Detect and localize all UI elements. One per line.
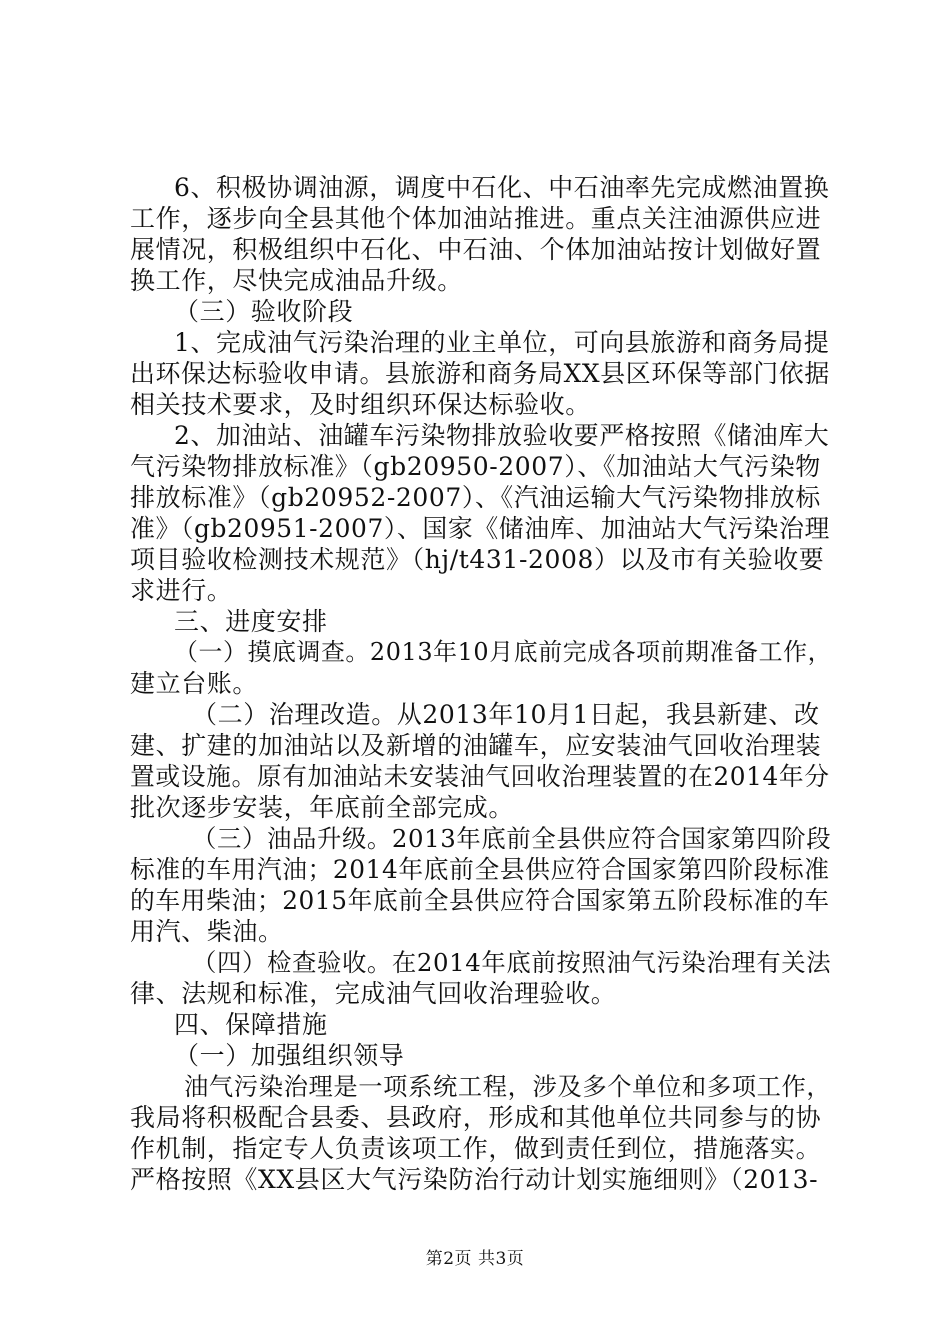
paragraph-line: 2、加油站、油罐车污染物排放验收要严格按照《储油库大 <box>174 421 830 450</box>
paragraph-line: （四）检查验收。在2014年底前按照油气污染治理有关法 <box>192 948 832 977</box>
paragraph-line: 排放标准》（gb20952-2007）、《汽油运输大气污染物排放标 <box>130 483 821 512</box>
section-heading: 四、保障措施 <box>174 1010 328 1039</box>
paragraph-line: 气污染物排放标准》（gb20950-2007）、《加油站大气污染物 <box>130 452 821 481</box>
paragraph-line: 1、完成油气污染治理的业主单位，可向县旅游和商务局提 <box>174 328 830 357</box>
paragraph-line: 用汽、柴油。 <box>130 917 284 946</box>
paragraph-line: 项目验收检测技术规范》（hj/t431-2008）以及市有关验收要 <box>130 545 825 574</box>
paragraph-line: 的车用柴油；2015年底前全县供应符合国家第五阶段标准的车 <box>130 886 830 915</box>
paragraph-line: 准》（gb20951-2007）、国家《储油库、加油站大气污染治理 <box>130 514 830 543</box>
paragraph-line: （二）治理改造。从2013年10月1日起，我县新建、改 <box>192 700 820 729</box>
section-heading: （一）加强组织领导 <box>174 1041 405 1070</box>
paragraph-line: 相关技术要求，及时组织环保达标验收。 <box>130 390 591 419</box>
paragraph-line: 工作，逐步向全县其他个体加油站推进。重点关注油源供应进 <box>130 204 822 233</box>
paragraph-line: （三）油品升级。2013年底前全县供应符合国家第四阶段 <box>192 824 832 853</box>
paragraph-line: 油气污染治理是一项系统工程，涉及多个单位和多项工作， <box>184 1072 832 1101</box>
paragraph-line: 建立台账。 <box>130 669 259 698</box>
paragraph-line: 换工作，尽快完成油品升级。 <box>130 266 463 295</box>
paragraph-line: 置或设施。原有加油站未安装油气回收治理装置的在2014年分 <box>130 762 830 791</box>
paragraph-line: 批次逐步安装，年底前全部完成。 <box>130 793 515 822</box>
paragraph-line: 作机制，指定专人负责该项工作，做到责任到位，措施落实。 <box>130 1134 822 1163</box>
document-body <box>130 172 833 1195</box>
section-heading: 三、进度安排 <box>174 607 328 636</box>
paragraph-line: 出环保达标验收申请。县旅游和商务局XX县区环保等部门依据 <box>130 359 830 388</box>
paragraph-line: 我局将积极配合县委、县政府，形成和其他单位共同参与的协 <box>130 1103 822 1132</box>
paragraph-line: 严格按照《XX县区大气污染防治行动计划实施细则》（2013- <box>130 1165 819 1194</box>
page-number-footer: 第2页 共3页 <box>425 1249 525 1269</box>
paragraph-line: 展情况，积极组织中石化、中石油、个体加油站按计划做好置 <box>130 235 822 264</box>
paragraph-line: 求进行。 <box>130 576 233 605</box>
paragraph-line: 标准的车用汽油；2014年底前全县供应符合国家第四阶段标准 <box>130 855 830 884</box>
paragraph-line: 律、法规和标准，完成油气回收治理验收。 <box>130 979 617 1008</box>
paragraph-line: 建、扩建的加油站以及新增的油罐车，应安装油气回收治理装 <box>130 731 822 760</box>
paragraph-line: （一）摸底调查。2013年10月底前完成各项前期准备工作， <box>174 638 833 666</box>
section-heading: （三）验收阶段 <box>174 297 354 326</box>
paragraph-line: 6、积极协调油源，调度中石化、中石油率先完成燃油置换 <box>174 173 830 202</box>
